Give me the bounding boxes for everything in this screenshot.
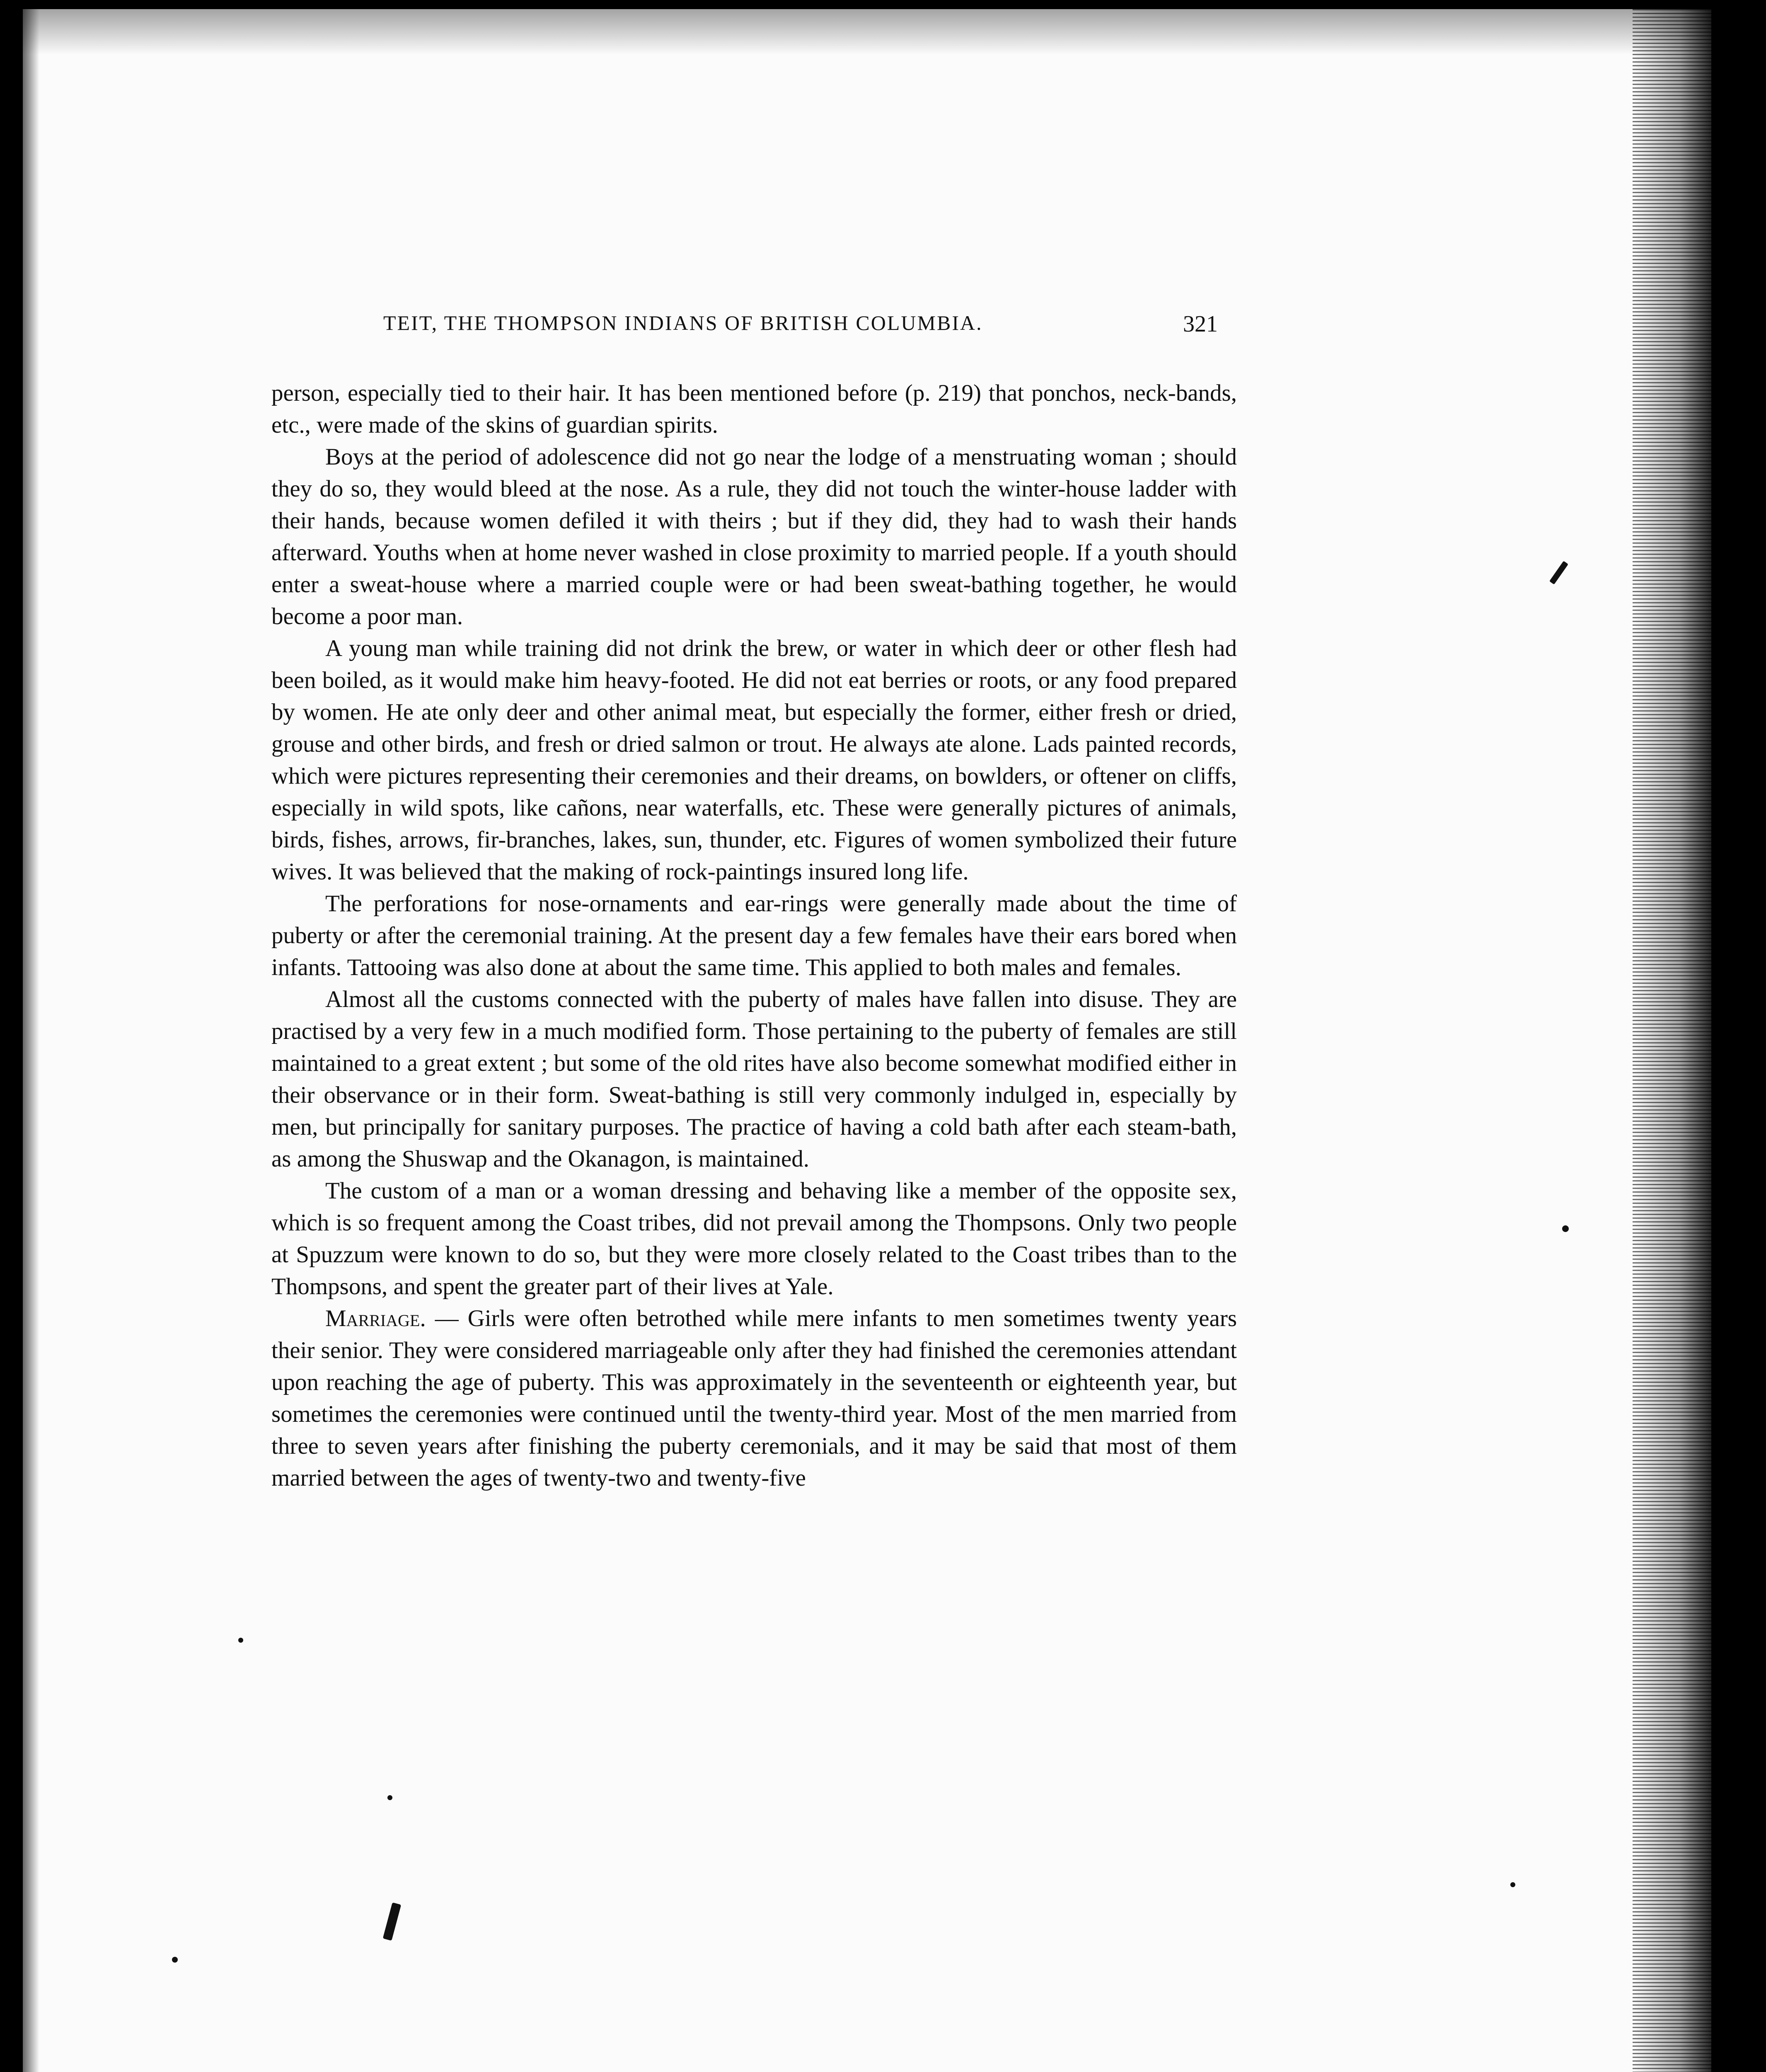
paragraph-marriage	[271, 1302, 1237, 1494]
scan-shadow-left	[23, 9, 39, 2072]
paragraph-3: A young man while training did not drink the brew, or water in which deer or other flesh had been boiled, as it would make him heavy-footed. He did not eat berries or roots, or any food prepared by women. He ate only deer and other animal meat, but especially the former, either fresh or dried, grouse and other birds, and fresh or dried salmon or trout. He always ate alone. Lads painted records, which were pictures representing their ceremonies and their dreams, on bowlders, or oftener on cliffs, especially in wild spots, like cañons, near waterfalls, etc. These were generally pictures of animals, birds, fishes, arrows, fir-branches, lakes, sun, thunder, etc. Figures of women symbolized their future wives. It was believed that the making of rock-paintings insured long life.	[271, 635, 1237, 885]
scan-shadow-top	[23, 9, 1711, 55]
paragraph-4: The perforations for nose-ornaments and ear-rings were generally made about the time of puberty or after the ceremonial training. At the present day a few females have their ears bored when infants. Tattooing was also done at about the same time. This applied to both males and females.	[271, 891, 1237, 980]
paragraph-2: Boys at the period of adolescence did not go near the lodge of a menstruating woman ; should they do so, they would bleed at the nose. As a rule, they did not touch the winter-house ladder with their hands, because women defiled it with theirs ; but if they did, they had to wash their hands afterward. Youths when at home never washed in close proximity to married people. If a youth should enter a sweat-house where a married couple were or had been sweat-bathing together, he would become a poor man.	[271, 444, 1237, 629]
paragraph-1: person, especially tied to their hair. It has been mentioned before (p. 219) that ponchos, neck-bands, etc., were made of the skins of guardian spirits.	[271, 380, 1237, 438]
page-number: 321	[1183, 311, 1218, 337]
scanned-page	[23, 9, 1711, 2072]
paragraph-6: The custom of a man or a woman dressing and behaving like a member of the opposite sex, which is so frequent among the Coast tribes, did not prevail among the Thompsons. Only two people at Spuzzum were known to do so, but they were more closely related to the Coast tribes than to the Thompsons, and spent the greater part of their lives at Yale.	[271, 1178, 1237, 1300]
marriage-text: — Girls were often betrothed while mere infants to men sometimes twenty years their senior. They were considered marriageable only after they had finished the ceremonies attendant upon reaching the age of puberty. This was approximately in the seventeenth or eighteenth year, but sometimes the ceremonies were continued until the twenty-third year. Most of the men married from three to seven years after finishing the puberty ceremonials, and it may be said that most of them married between the ages of twenty-two and twenty-five	[271, 1305, 1237, 1491]
running-head: TEIT, THE THOMPSON INDIANS OF BRITISH COLUMBIA.	[383, 311, 983, 334]
paragraph-5: Almost all the customs connected with the puberty of males have fallen into disuse. They are practised by a very few in a much modified form. Those pertaining to the puberty of females are still maintained to a great extent ; but some of the old rites have also become somewhat modified either in their observance or in their form. Sweat-bathing is still very commonly indulged in, especially by men, but principally for sanitary purposes. The practice of having a cold bath after each steam-bath, as among the Shuswap and the Okanagon, is maintained.	[271, 986, 1237, 1172]
marriage-heading: Marriage.	[325, 1305, 426, 1331]
body-text	[271, 377, 1237, 1494]
scan-noise-right	[1633, 9, 1711, 2072]
